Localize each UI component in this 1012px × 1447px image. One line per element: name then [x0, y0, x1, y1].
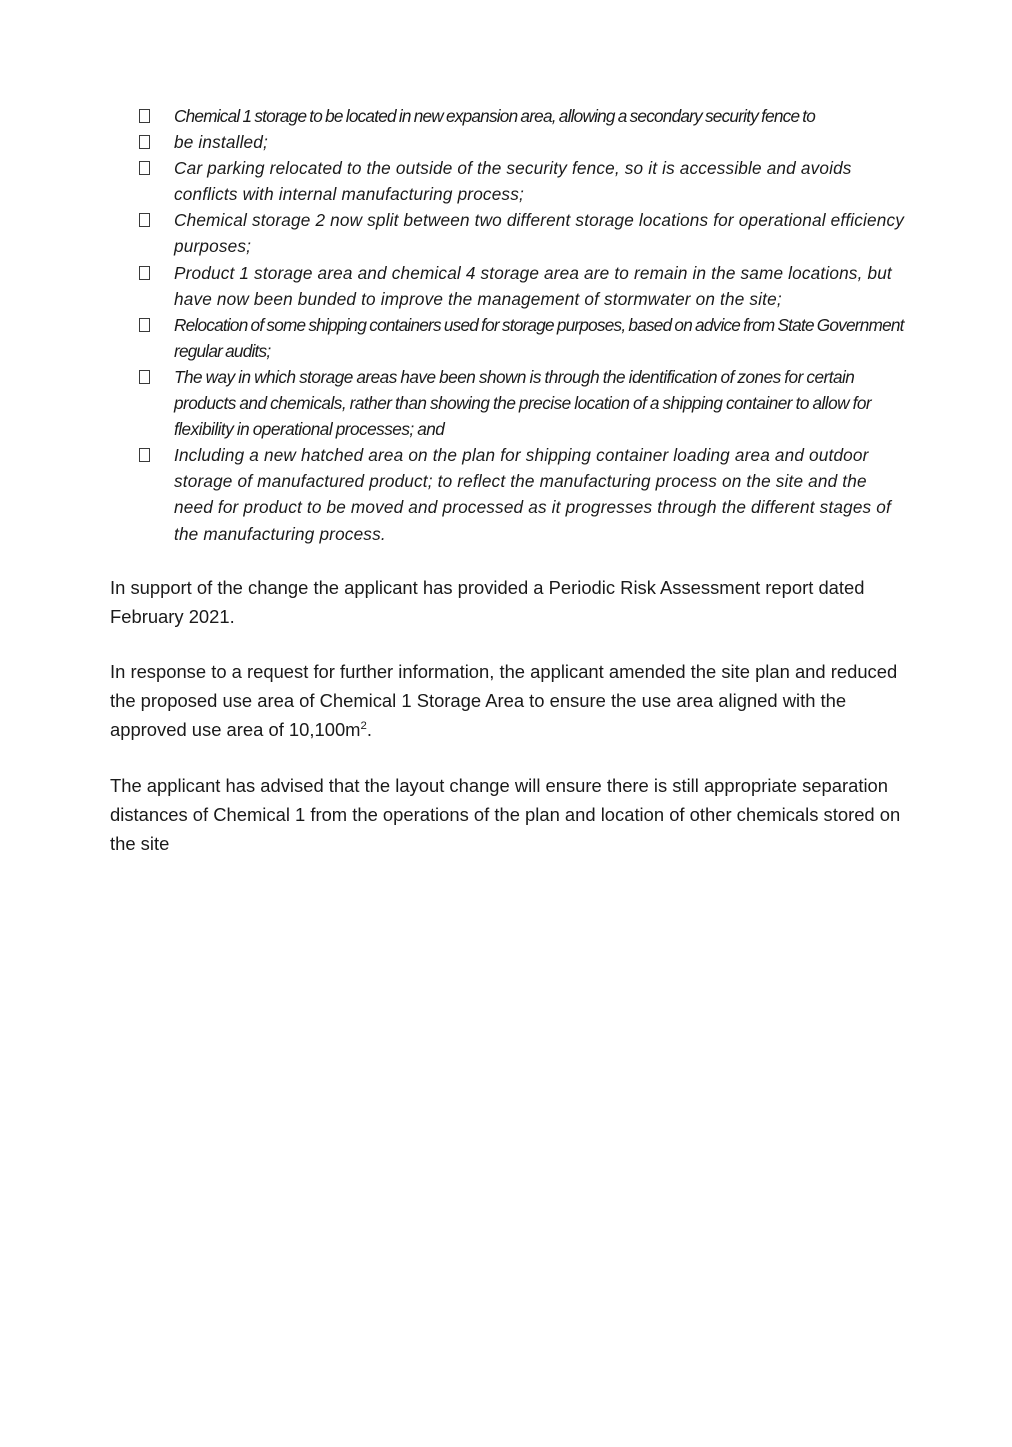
page-content [110, 103, 906, 858]
list-item-label: The way in which storage areas have been shown is through the identification of zones for certain products and chemicals, rather than showing the precise location of a shipping container to allow for flexibility in operational processes; and [174, 366, 872, 440]
proposed-changes-bullet-list [110, 103, 906, 547]
empty-box-icon [139, 266, 150, 280]
list-item [110, 364, 906, 442]
list-item [110, 103, 906, 129]
empty-box-icon [139, 135, 150, 149]
empty-box-icon [139, 318, 150, 332]
empty-box-icon [139, 109, 150, 123]
list-item-label: Car parking relocated to the outside of the security fence, so it is accessible and avoids conflicts with internal manufacturing process; [174, 158, 852, 205]
list-item [110, 155, 906, 207]
paragraph-text-main: In response to a request for further information, the applicant amended the site plan and reduced the proposed use area of Chemical 1 Storage Area to ensure the use area aligned with the approved use area of 10,100m [110, 661, 898, 741]
square-metre-superscript: 2 [360, 720, 367, 733]
empty-box-icon [139, 213, 150, 227]
list-item [110, 129, 906, 155]
empty-box-icon [139, 448, 150, 462]
list-item-label: Product 1 storage area and chemical 4 storage area are to remain in the same locations, but have now been bunded to improve the management of stormwater on the site; [174, 262, 892, 309]
empty-box-icon [139, 161, 150, 175]
list-item [110, 442, 906, 546]
body-paragraphs [110, 573, 906, 859]
list-item-label: be installed; [174, 132, 268, 153]
risk-assessment-paragraph: In support of the change the applicant has provided a Periodic Risk Assessment report dated February 2021. [110, 576, 865, 627]
list-item-label: Relocation of some shipping containers used for storage purposes, based on advice from State Government regular audits; [174, 314, 904, 361]
separation-distance-paragraph: The applicant has advised that the layout change will ensure there is still appropriate separation distances of Chemical 1 from the operations of the plan and location of other chemicals stored on the site [110, 774, 901, 855]
paragraph-text-tail: . [366, 719, 372, 741]
list-item-label: Chemical storage 2 now split between two different storage locations for operational efficiency purposes; [174, 210, 905, 257]
empty-box-icon [139, 370, 150, 384]
site-plan-amendment-paragraph [110, 657, 906, 745]
list-item [110, 260, 906, 312]
list-item [110, 207, 906, 259]
list-item-label: Chemical 1 storage to be located in new expansion area, allowing a secondary security fence to [174, 106, 816, 126]
list-item-label: Including a new hatched area on the plan for shipping container loading area and outdoor storage of manufactured product; to reflect the manufacturing process on the site and the need for product to be moved and processed as it progresses through the different stages of the manufacturing process. [174, 445, 891, 544]
list-item [110, 312, 906, 364]
